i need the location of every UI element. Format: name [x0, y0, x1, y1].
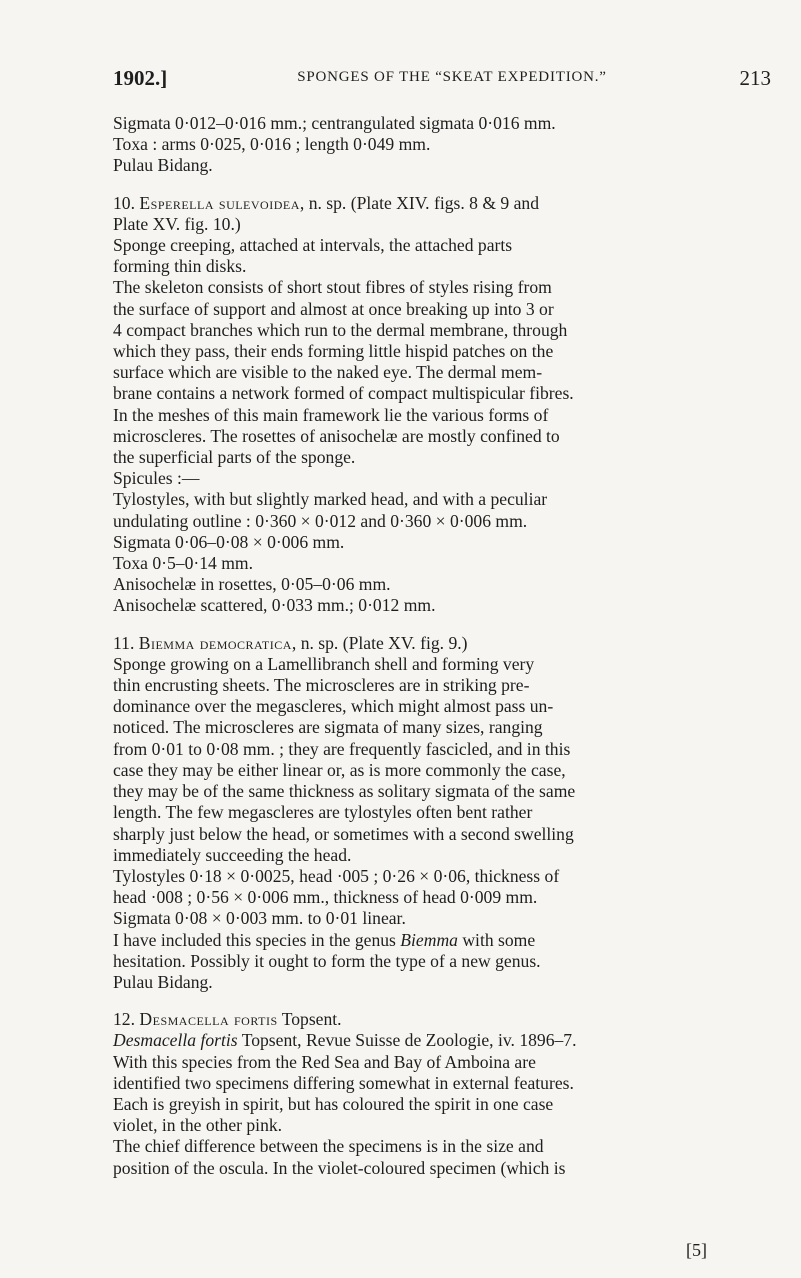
- text-line: Toxa : arms 0·025, 0·016 ; length 0·049 mm.: [113, 134, 431, 155]
- text-line: dominance over the megascleres, which might almost pass un-: [113, 696, 554, 717]
- text-line: they may be of the same thickness as solitary sigmata of the same: [113, 781, 576, 802]
- text-span: with some: [457, 929, 536, 950]
- text-line: Sigmata 0·012–0·016 mm.; centrangulated sigmata 0·016 mm.: [113, 113, 556, 133]
- text-line: violet, in the other pink.: [113, 1115, 283, 1136]
- text-line: the surface of support and almost at once breaking up into 3 or: [113, 298, 554, 319]
- text-line: microscleres. The rosettes of anisochelæ are mostly confined to: [113, 425, 560, 446]
- text-line: surface which are visible to the naked eye. The dermal mem-: [113, 362, 543, 383]
- text-line: Pulau Bidang.: [113, 155, 213, 176]
- text-line: Tylostyles 0·18 × 0·0025, head ·005 ; 0·26 × 0·06, thickness of: [113, 865, 560, 886]
- running-header: [113, 66, 771, 94]
- signature-mark: [5]: [686, 1240, 707, 1260]
- section-heading-10: [113, 193, 773, 214]
- text-line: Anisochelæ in rosettes, 0·05–0·06 mm.: [113, 574, 391, 595]
- text-line: identified two specimens differing somewhat in external features.: [113, 1072, 574, 1093]
- section-heading-11: [113, 633, 773, 654]
- text-span: Topsent, Revue Suisse de Zoologie, iv. 1896–7.: [237, 1030, 577, 1051]
- text-line: case they may be either linear or, as is more commonly the case,: [113, 759, 566, 780]
- genus-name: Biemma: [400, 929, 458, 950]
- text-line: from 0·01 to 0·08 mm. ; they are frequently fascicled, and in this: [113, 738, 571, 759]
- text-line: Sponge creeping, attached at intervals, the attached parts: [113, 235, 513, 256]
- text-line: sharply just below the head, or sometimes with a second swelling: [113, 823, 574, 844]
- page-body: [113, 113, 773, 1179]
- text-line: which they pass, their ends forming little hispid patches on the: [113, 341, 554, 362]
- text-line: Spicules :—: [113, 468, 200, 489]
- text-line: forming thin disks.: [113, 256, 247, 277]
- text-line: [113, 1030, 773, 1051]
- text-line: undulating outline : 0·360 × 0·012 and 0·360 × 0·006 mm.: [113, 510, 528, 531]
- section-number: 10.: [113, 192, 135, 213]
- text-line: position of the oscula. In the violet-coloured specimen (which is: [113, 1157, 566, 1178]
- species-name: Biemma democratica: [138, 632, 292, 653]
- text-line: With this species from the Red Sea and Bay of Amboina are: [113, 1051, 536, 1072]
- text-line: Sigmata 0·08 × 0·003 mm. to 0·01 linear.: [113, 908, 406, 929]
- text-line: Plate XV. fig. 10.): [113, 213, 241, 234]
- text-line: the superficial parts of the sponge.: [113, 447, 356, 468]
- header-year: 1902.]: [113, 66, 168, 90]
- species-name: Desmacella fortis: [139, 1009, 278, 1030]
- text-line: brane contains a network formed of compact multispicular fibres.: [113, 383, 574, 404]
- text-line: Tylostyles, with but slightly marked head, and with a peculiar: [113, 489, 548, 510]
- text-line: 4 compact branches which run to the dermal membrane, through: [113, 319, 568, 340]
- text-line: The chief difference between the specimens is in the size and: [113, 1136, 544, 1157]
- section-heading-rest: , n. sp. (Plate XIV. figs. 8 & 9 and: [299, 192, 540, 213]
- species-name: Esperella sulevoidea: [139, 192, 300, 213]
- text-line: Toxa 0·5–0·14 mm.: [113, 553, 253, 574]
- text-line: thin encrusting sheets. The microscleres are in striking pre-: [113, 675, 530, 696]
- text-line: Pulau Bidang.: [113, 971, 213, 992]
- text-line: [113, 930, 773, 951]
- section-number: 11.: [113, 632, 135, 653]
- text-span: I have included this species in the genus: [113, 929, 401, 950]
- section-heading-rest: , n. sp. (Plate XV. fig. 9.): [291, 632, 468, 653]
- section-number: 12.: [113, 1009, 135, 1030]
- text-line: Sigmata 0·06–0·08 × 0·006 mm.: [113, 531, 345, 552]
- header-title: SPONGES OF THE “SKEAT EXPEDITION.”: [297, 69, 607, 85]
- text-line: noticed. The microscleres are sigmata of many sizes, ranging: [113, 717, 543, 738]
- text-line: head ·008 ; 0·56 × 0·006 mm., thickness of head 0·009 mm.: [113, 887, 538, 908]
- text-line: The skeleton consists of short stout fibres of styles rising from: [113, 277, 552, 298]
- text-line: hesitation. Possibly it ought to form the type of a new genus.: [113, 950, 541, 971]
- section-heading-rest: Topsent.: [277, 1009, 342, 1030]
- species-citation-name: Desmacella fortis: [113, 1030, 238, 1051]
- section-heading-12: [113, 1009, 773, 1030]
- text-line: Sponge growing on a Lamellibranch shell and forming very: [113, 653, 535, 674]
- text-line: Each is greyish in spirit, but has coloured the spirit in one case: [113, 1093, 554, 1114]
- text-line: In the meshes of this main framework lie the various forms of: [113, 404, 549, 425]
- text-line: immediately succeeding the head.: [113, 844, 352, 865]
- text-line: Anisochelæ scattered, 0·033 mm.; 0·012 mm.: [113, 595, 436, 616]
- page-number: 213: [739, 66, 771, 90]
- text-line: length. The few megascleres are tylostyles often bent rather: [113, 802, 533, 823]
